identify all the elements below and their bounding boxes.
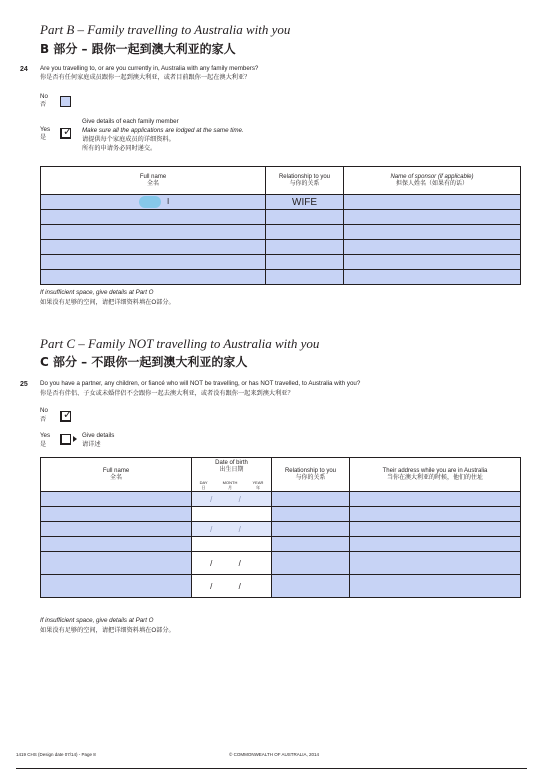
relationship-cell[interactable]	[272, 575, 350, 598]
header-relationship: Relationship to you 与你的关系	[266, 167, 344, 195]
q24-make-sure-en: Make sure all the applications are lodged at the same time.	[82, 127, 244, 134]
q25-no-checkbox[interactable]	[60, 411, 71, 422]
header-address: Their address while you are in Australia 当你在澳大利亚的时候，他们的住址	[350, 458, 521, 492]
q25-give-details-en: Give details	[82, 432, 115, 439]
footer-copyright: © COMMONWEALTH OF AUSTRALIA, 2014	[229, 752, 319, 757]
q24-no-label-en: No	[40, 93, 48, 100]
full-name-cell[interactable]	[41, 537, 192, 552]
part-c-title-zh: C 部分 – 不跟你一起到澳大利亚的家人	[40, 355, 248, 369]
family-travelling-table	[40, 166, 521, 285]
sponsor-cell[interactable]	[344, 255, 521, 270]
dob-cell[interactable]: / /	[192, 522, 272, 537]
footer-form-code: 1419 CHS (Design date 07/14) - Page 8	[16, 752, 96, 757]
relationship-cell[interactable]	[272, 522, 350, 537]
relationship-cell[interactable]: WIFE	[266, 195, 344, 210]
question-25-number: 25	[20, 381, 28, 388]
q24-no-label-zh: 否	[40, 101, 47, 108]
question-24-text-en: Are you travelling to, or are you currently in, Australia with any family members?	[40, 65, 259, 72]
q24-give-details-zh: 请提供每个家庭成员的详细资料。	[82, 136, 175, 143]
table-row	[41, 522, 521, 537]
full-name-cell[interactable]	[41, 270, 266, 285]
full-name-cell[interactable]	[41, 255, 266, 270]
relationship-cell[interactable]	[272, 507, 350, 522]
sponsor-cell[interactable]	[344, 225, 521, 240]
header-full-name: Full name 全名	[41, 458, 192, 492]
q25-yes-label-en: Yes	[40, 432, 51, 439]
q25-yes-checkbox[interactable]	[60, 434, 71, 445]
part-b-title-en: Part B – Family travelling to Australia with you	[40, 22, 291, 37]
q24-yes-label-en: Yes	[40, 126, 51, 133]
q24-yes-label-zh: 是	[40, 134, 47, 141]
sponsor-cell[interactable]	[344, 270, 521, 285]
arrow-icon	[73, 436, 77, 442]
q25-give-details-zh: 请详述	[82, 441, 101, 448]
table-row	[41, 255, 521, 270]
full-name-cell[interactable]	[41, 575, 192, 598]
q24-no-checkbox[interactable]	[60, 96, 71, 107]
part-b-title-zh: B 部分 – 跟你一起到澳大利亚的家人	[40, 42, 236, 56]
family-not-travelling-table	[40, 457, 521, 598]
part-c-title-en: Part C – Family NOT travelling to Australia with you	[40, 336, 320, 351]
table-row	[41, 492, 521, 507]
full-name-cell[interactable]	[41, 552, 192, 575]
q25-yes-label-zh: 是	[40, 441, 47, 448]
q24-insufficient-zh: 如果没有足够的空间，请把详细资料填在O部分。	[40, 299, 175, 306]
address-cell[interactable]	[350, 507, 521, 522]
full-name-cell[interactable]: I	[41, 195, 266, 210]
q24-make-sure-zh: 所有的申请务必同时递交。	[82, 145, 157, 152]
dob-day-label: DAY	[199, 480, 208, 485]
dob-year-label: YEAR	[252, 480, 264, 485]
full-name-cell[interactable]	[41, 507, 192, 522]
check-mark-icon: ✓	[63, 409, 73, 421]
question-24-text-zh: 你是否有任何家庭成员跟你一起到澳大利亚，或者目前跟你一起在澳大利亚？	[40, 74, 251, 81]
table-row	[41, 240, 521, 255]
relationship-cell[interactable]	[266, 255, 344, 270]
q25-insufficient-zh: 如果没有足够的空间，请把详细资料填在O部分。	[40, 627, 175, 634]
header-sponsor: Name of sponsor (if applicable) 担保人姓名（如果有的话）	[344, 167, 521, 195]
q25-insufficient-en: If insufficient space, give details at Part O	[40, 617, 154, 624]
dob-cell[interactable]: / /	[192, 492, 272, 507]
relationship-cell[interactable]	[266, 270, 344, 285]
relationship-cell[interactable]	[272, 552, 350, 575]
q24-give-details-en: Give details of each family member	[82, 118, 179, 125]
full-name-cell[interactable]	[41, 492, 192, 507]
dob-cell[interactable]: / /	[192, 552, 272, 575]
q25-no-label-en: No	[40, 407, 48, 414]
question-24-number: 24	[20, 66, 28, 73]
table-row	[41, 195, 521, 210]
table-row	[41, 270, 521, 285]
sponsor-cell[interactable]	[344, 240, 521, 255]
full-name-cell[interactable]	[41, 210, 266, 225]
dob-cell[interactable]	[192, 537, 272, 552]
dob-cell[interactable]	[192, 507, 272, 522]
full-name-cell[interactable]	[41, 522, 192, 537]
question-25-text-en: Do you have a partner, any children, or fiancé who will NOT be travelling, or has NOT travelled, to Australia with you?	[40, 380, 361, 387]
ink-mark	[139, 196, 161, 208]
address-cell[interactable]	[350, 552, 521, 575]
table-row	[41, 210, 521, 225]
footer-divider	[16, 768, 527, 769]
dob-month-label: MONTH	[222, 480, 238, 485]
address-cell[interactable]	[350, 537, 521, 552]
header-relationship: Relationship to you 与你的关系	[272, 458, 350, 492]
table-row	[41, 575, 521, 598]
sponsor-cell[interactable]	[344, 210, 521, 225]
table-row	[41, 552, 521, 575]
relationship-cell[interactable]	[272, 537, 350, 552]
q25-no-label-zh: 否	[40, 416, 47, 423]
address-cell[interactable]	[350, 492, 521, 507]
dob-cell[interactable]: / /	[192, 575, 272, 598]
address-cell[interactable]	[350, 522, 521, 537]
relationship-cell[interactable]	[266, 240, 344, 255]
full-name-cell[interactable]	[41, 240, 266, 255]
full-name-cell[interactable]	[41, 225, 266, 240]
q24-yes-checkbox[interactable]	[60, 128, 71, 139]
relationship-cell[interactable]	[266, 210, 344, 225]
question-25-text-zh: 你是否有伴侣、子女或未婚伴侣不会跟你一起去澳大利亚，或者没有跟你一起来到澳大利亚？	[40, 390, 294, 397]
table-row	[41, 537, 521, 552]
relationship-cell[interactable]	[272, 492, 350, 507]
check-mark-icon: ✓	[63, 126, 73, 138]
header-full-name: Full name 全名	[41, 167, 266, 195]
relationship-cell[interactable]	[266, 225, 344, 240]
table-row	[41, 507, 521, 522]
table-row	[41, 225, 521, 240]
sponsor-cell[interactable]	[344, 195, 521, 210]
q24-insufficient-en: If insufficient space, give details at Part O	[40, 289, 154, 296]
header-date-of-birth: Date of birth 出生日期 DAY 日 MONTH 月 YEAR 年	[192, 458, 272, 492]
address-cell[interactable]	[350, 575, 521, 598]
